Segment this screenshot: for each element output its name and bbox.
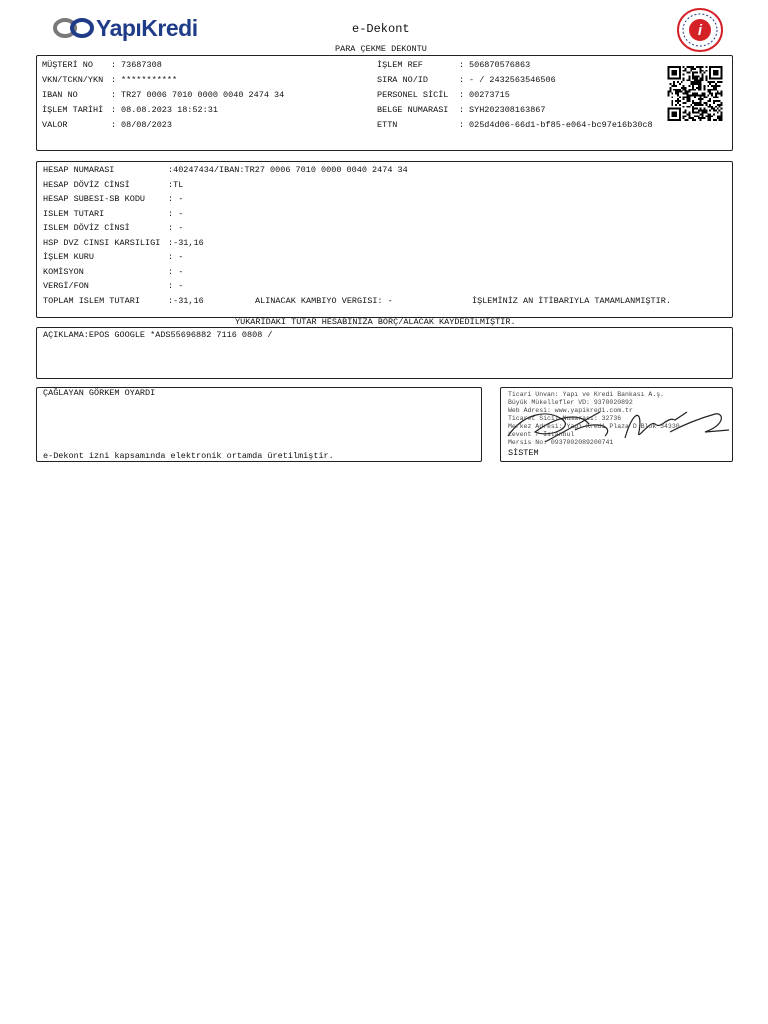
- qr-code: [666, 66, 724, 126]
- account-value: :TL: [168, 179, 184, 190]
- info-label: İŞLEM TARİHİ: [42, 105, 104, 115]
- seal-stamp-icon: [676, 7, 724, 53]
- seal-stamp: [676, 7, 724, 58]
- qr-code-icon: [666, 66, 724, 121]
- signer-name: SİSTEM: [508, 448, 539, 458]
- account-label: HSP DVZ CINSI KARSILIGI: [43, 237, 161, 248]
- info-separator: :: [111, 90, 117, 100]
- info-label: ETTN: [377, 120, 398, 130]
- info-separator: :: [111, 75, 117, 85]
- brand-name: YapıKredi: [96, 14, 198, 41]
- svg-text:i: i: [697, 22, 703, 39]
- account-label: VERGİ/FON: [43, 281, 89, 291]
- customer-name: ÇAĞLAYAN GÖRKEM OYARDI: [43, 388, 156, 398]
- electronic-notice: e-Dekont izni kapsamında elektronik ortamda üretilmiştir.: [43, 451, 334, 461]
- account-label: HESAP DÖVİZ CİNSİ: [43, 179, 130, 190]
- bank-info-line: Ticaret Sicil Numarası: 32736: [508, 415, 622, 422]
- info-label: MÜŞTERİ NO: [42, 60, 94, 70]
- account-value: :40247434/IBAN:TR27 0006 7010 0000 0040 2474 34: [168, 165, 408, 175]
- info-value: - / 2432563546506: [469, 75, 556, 85]
- info-value: 506870576863: [469, 60, 531, 70]
- brand-logo: [52, 14, 198, 42]
- info-value: ***********: [121, 75, 178, 85]
- transaction-status: İŞLEMİNİZ AN İTİBARIYLA TAMAMLANMIŞTIR.: [472, 296, 671, 306]
- info-separator: :: [111, 60, 117, 70]
- bank-info-line: Büyük Mükellefler VD: 9370020892: [508, 399, 633, 406]
- bank-info-line: Merkez Adresi: Yapı Kredi Plaza D Blok 34330: [508, 423, 680, 430]
- info-label: IBAN NO: [42, 90, 78, 100]
- account-label: HESAP NUMARASI: [43, 165, 115, 175]
- account-label: KOMİSYON: [43, 266, 84, 277]
- info-label: BELGE NUMARASI: [377, 105, 449, 115]
- info-separator: :: [459, 105, 465, 115]
- info-value: TR27 0006 7010 0000 0040 2474 34: [121, 90, 285, 100]
- yapikredi-logo-icon: [52, 16, 96, 40]
- info-label: İŞLEM REF: [377, 60, 423, 70]
- info-separator: :: [459, 120, 465, 130]
- account-label: HESAP SUBESI-SB KODU: [43, 194, 146, 204]
- info-value: 025d4d06-66d1-bf85-e064-bc97e16b30c8: [469, 120, 653, 130]
- account-value: : -: [168, 208, 184, 219]
- info-separator: :: [459, 60, 465, 70]
- bank-info-line: Ticari Unvan: Yapı ve Kredi Bankası A.ş.: [508, 391, 665, 398]
- account-label: İŞLEM KURU: [43, 252, 95, 262]
- info-separator: :: [111, 105, 117, 115]
- info-value: 08/08/2023: [121, 120, 173, 130]
- info-value: SYH202308163867: [469, 105, 546, 115]
- page-title: e-Dekont: [352, 22, 410, 36]
- bank-info-line: Mersis No: 0937002089200741: [508, 439, 614, 446]
- account-value: : -: [168, 194, 184, 204]
- info-separator: :: [111, 120, 117, 130]
- info-value: 08.08.2023 18:52:31: [121, 105, 218, 115]
- info-label: VALOR: [42, 120, 68, 130]
- bank-info-line: Levent / İstanbul: [508, 431, 575, 438]
- info-separator: :: [459, 90, 465, 100]
- bank-info-line: Web Adresi: www.yapikredi.com.tr: [508, 407, 633, 414]
- kambiyo-tax: ALINACAK KAMBIYO VERGISI: -: [255, 296, 393, 306]
- account-value: : -: [168, 281, 184, 291]
- account-label: ISLEM TUTARI: [43, 208, 105, 219]
- account-label: TOPLAM ISLEM TUTARI: [43, 295, 140, 306]
- info-label: PERSONEL SİCİL: [377, 90, 449, 100]
- info-separator: :: [459, 75, 465, 85]
- description-text: AÇIKLAMA:EPOS GOOGLE *ADS55696882 7116 0808 /: [43, 330, 273, 340]
- info-label: SIRA NO/ID: [377, 75, 429, 85]
- account-value: :-31,16: [168, 295, 204, 306]
- account-value: : -: [168, 223, 184, 233]
- debit-notice: YUKARIDAKI TUTAR HESABINIZA BORÇ/ALACAK KAYDEDİLMİŞTİR.: [235, 317, 516, 327]
- info-label: VKN/TCKN/YKN: [42, 75, 104, 85]
- document-subtitle: PARA ÇEKME DEKONTU: [335, 44, 427, 54]
- account-value: : -: [168, 266, 184, 277]
- info-value: 00273715: [469, 90, 510, 100]
- info-value: 73687308: [121, 60, 162, 70]
- account-value: : -: [168, 252, 184, 262]
- account-value: :-31,16: [168, 237, 204, 248]
- account-label: ISLEM DÖVİZ CİNSİ: [43, 223, 130, 233]
